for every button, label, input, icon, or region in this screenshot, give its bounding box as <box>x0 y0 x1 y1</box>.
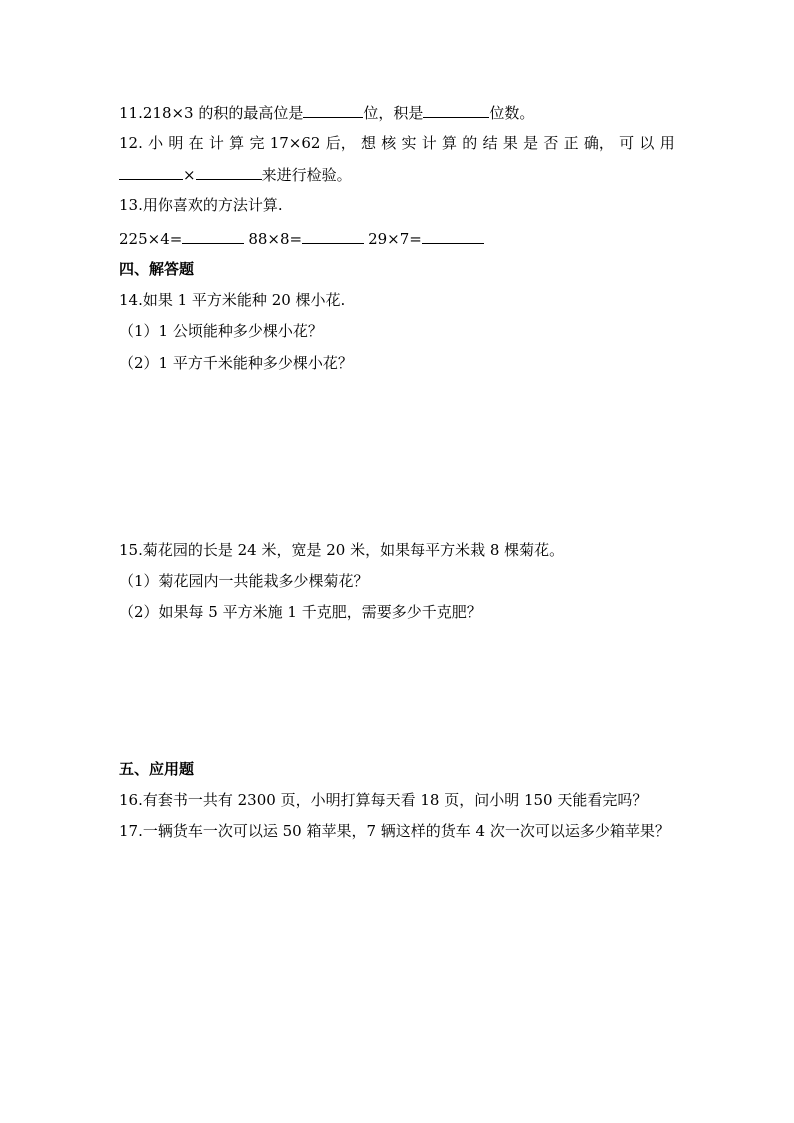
question-17: 17.一辆货车一次可以运 50 箱苹果，7 辆这样的货车 4 次一次可以运多少箱苹果？ <box>119 822 670 840</box>
question-12-char: 否 <box>543 134 559 152</box>
question-12-line1 <box>119 133 675 153</box>
answer-blank[interactable] <box>422 228 484 244</box>
question-12-char: 正 <box>563 134 579 152</box>
question-12-line2: × 来进行检验。 <box>119 164 352 185</box>
question-13-expressions: 225×4= 88×8= 29×7= <box>119 228 484 249</box>
question-16: 16.有套书一共有 2300 页，小明打算每天看 18 页，问小明 150 天能看完吗？ <box>119 791 648 809</box>
question-14: 14.如果 1 平方米能种 20 棵小花. <box>119 291 346 309</box>
answer-blank[interactable] <box>119 164 183 180</box>
question-12-char: 12. <box>119 134 143 152</box>
question-12-char: 明 <box>168 134 184 152</box>
question-12-char: 17×62 <box>269 134 321 152</box>
answer-blank[interactable] <box>182 228 244 244</box>
question-12-char: 算 <box>229 134 245 152</box>
question-15-sub2: （2）如果每 5 平方米施 1 千克肥，需要多少千克肥？ <box>119 603 482 621</box>
question-12-char: 想 <box>360 134 376 152</box>
question-12-char: 在 <box>188 134 204 152</box>
section-4-heading: 四、解答题 <box>119 260 195 278</box>
question-12-char: 用 <box>659 134 675 152</box>
section-5-heading: 五、应用题 <box>119 760 195 778</box>
question-11: 11.218×3 的积的最高位是 位，积是 位数。 <box>119 104 535 122</box>
question-14-sub2: （2）1 平方千米能种多少棵小花？ <box>119 354 353 372</box>
question-12-char: 结 <box>482 134 498 152</box>
question-12-char: 计 <box>421 134 437 152</box>
question-12-char: 实 <box>401 134 417 152</box>
question-14-sub1: （1）1 公顷能种多少棵小花？ <box>119 322 323 340</box>
question-12-char: 计 <box>208 134 224 152</box>
answer-blank[interactable] <box>303 102 363 118</box>
question-12-char: 确， <box>583 134 614 152</box>
question-12-char: 算 <box>442 134 458 152</box>
question-15-sub1: （1）菊花园内一共能栽多少棵菊花？ <box>119 572 369 590</box>
question-12-char: 小 <box>148 134 164 152</box>
question-12-char: 的 <box>462 134 478 152</box>
question-13: 13.用你喜欢的方法计算. <box>119 196 283 214</box>
question-12-char: 核 <box>381 134 397 152</box>
answer-blank[interactable] <box>196 164 262 180</box>
question-12-char: 完 <box>249 134 265 152</box>
question-12-char: 可 <box>619 134 635 152</box>
question-15: 15.菊花园的长是 24 米，宽是 20 米，如果每平方米栽 8 棵菊花。 <box>119 541 565 559</box>
question-12-char: 以 <box>639 134 655 152</box>
question-12-char: 后， <box>325 134 356 152</box>
answer-blank[interactable] <box>302 228 364 244</box>
answer-blank[interactable] <box>423 102 489 118</box>
question-12-char: 是 <box>523 134 539 152</box>
question-12-char: 果 <box>502 134 518 152</box>
